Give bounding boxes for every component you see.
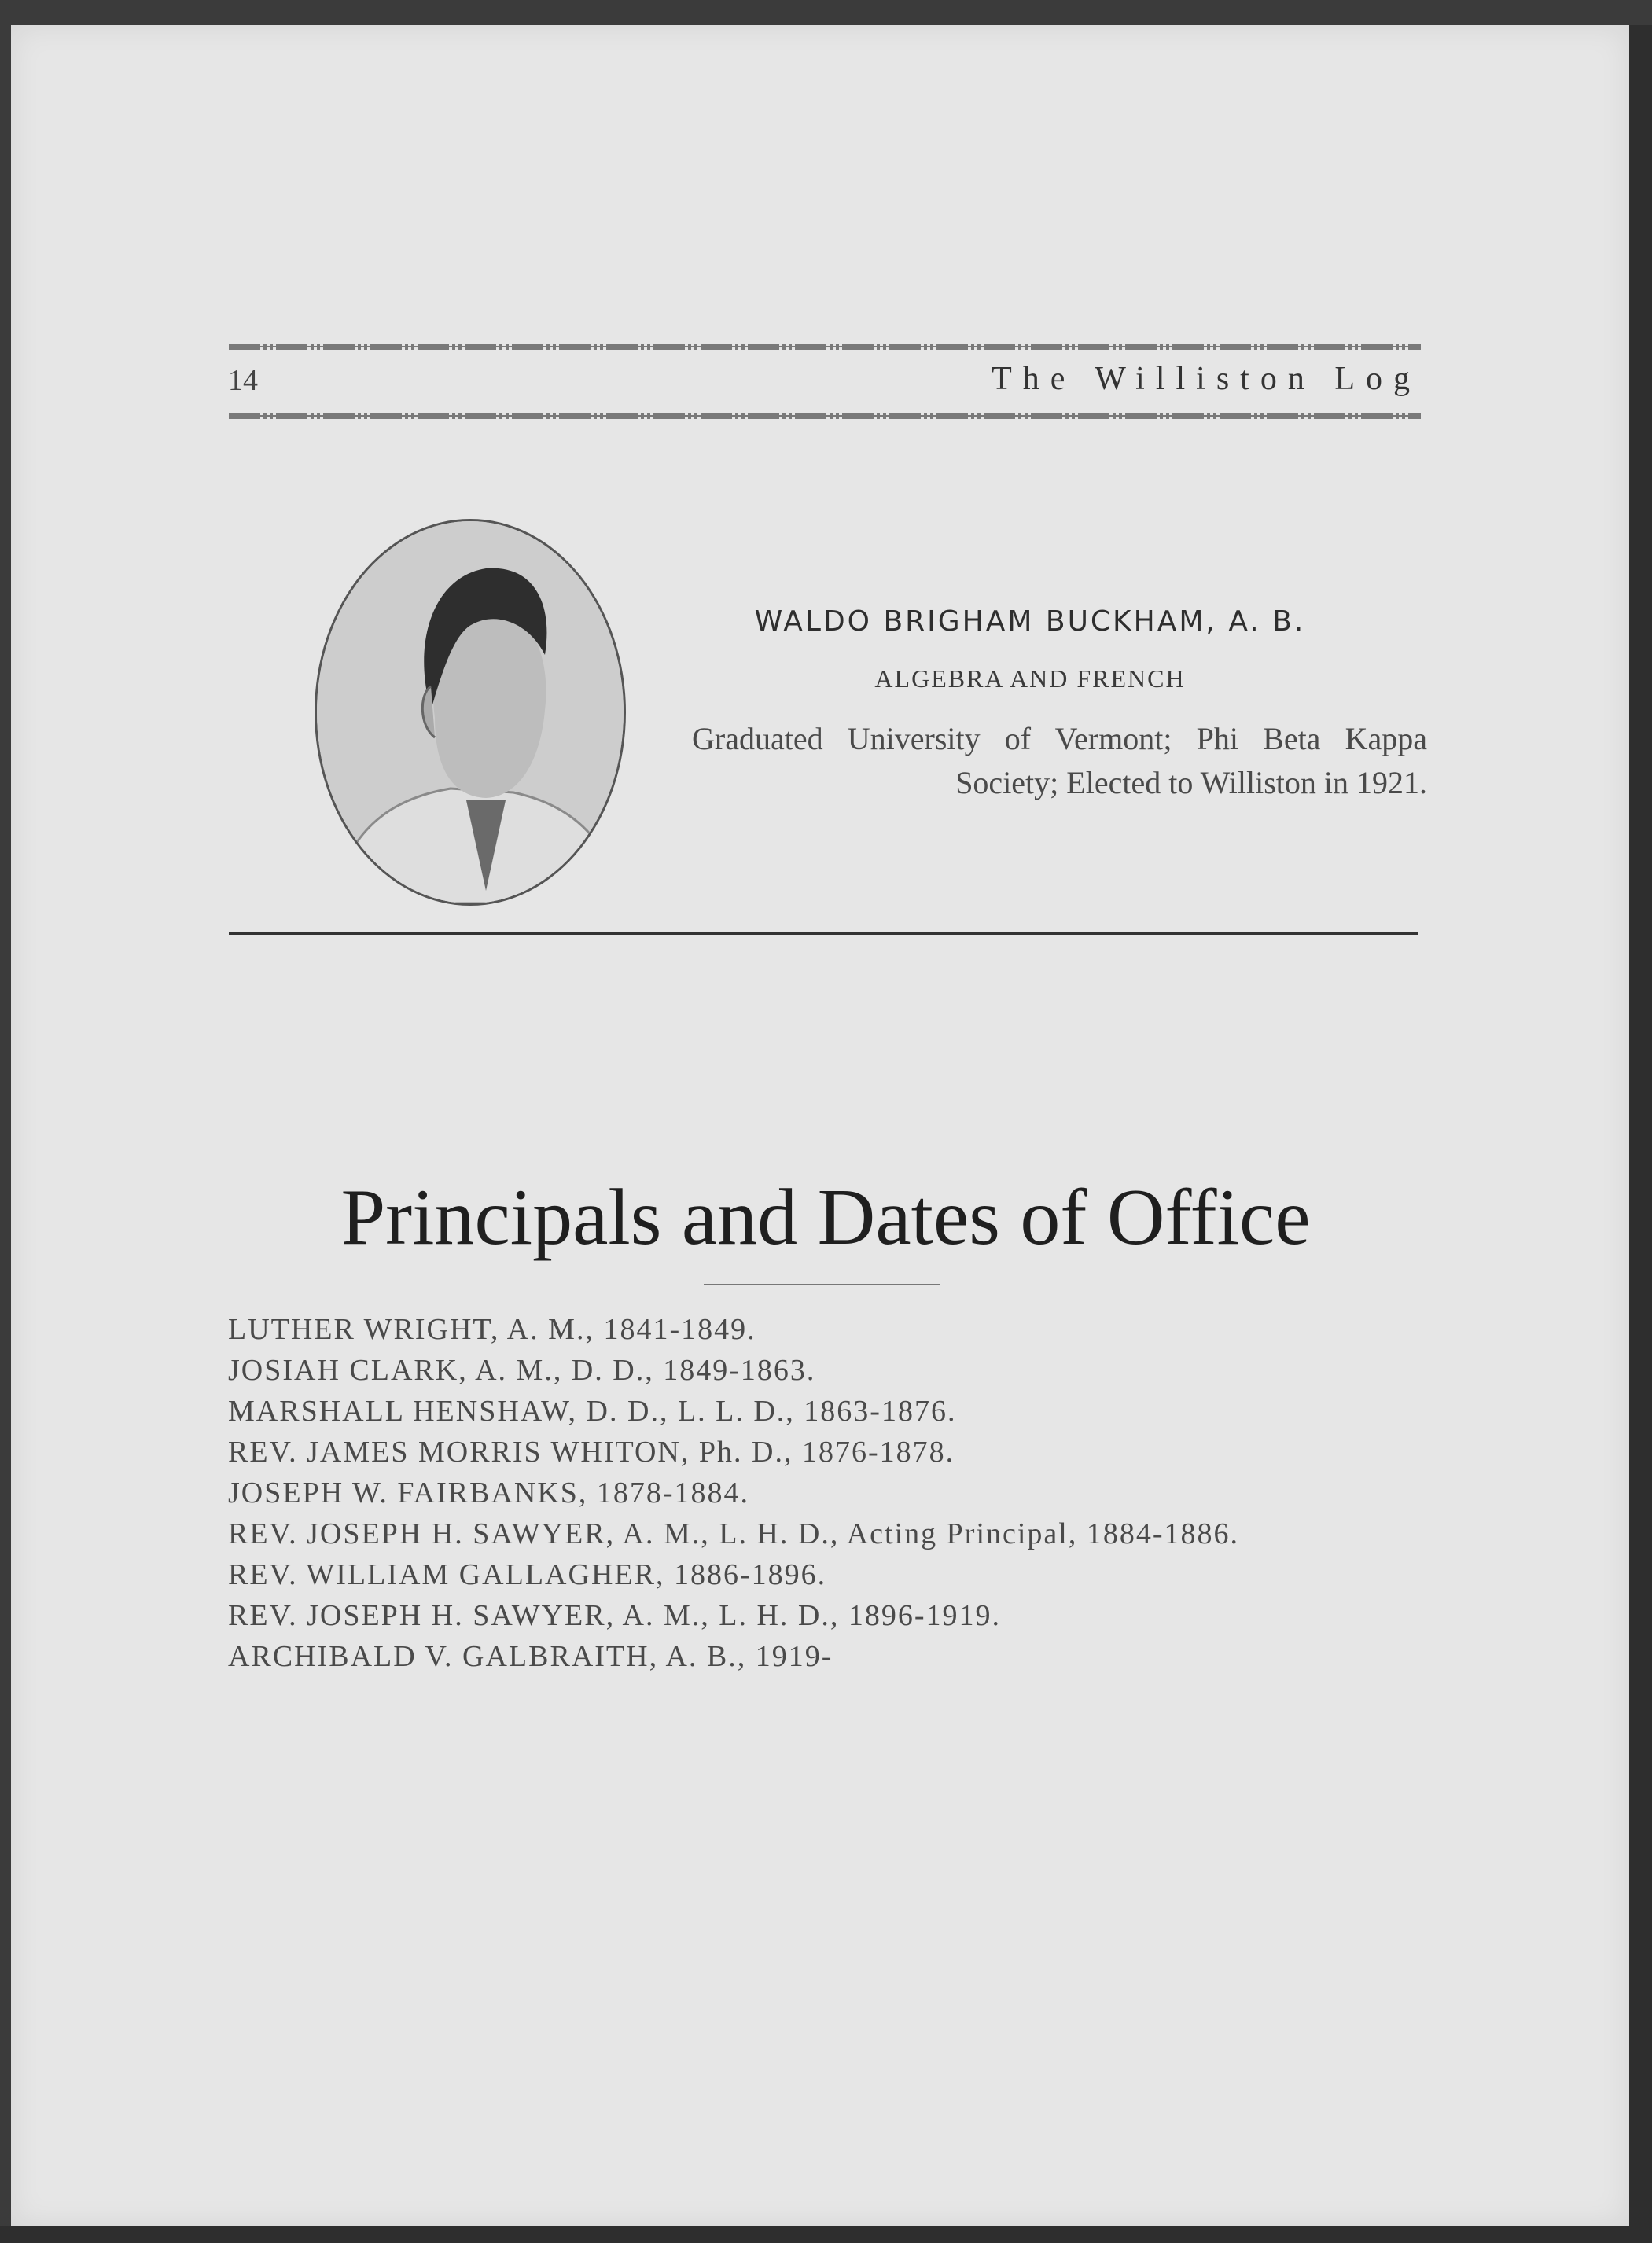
list-item: JOSIAH CLARK, A. M., D. D., 1849-1863. (228, 1354, 816, 1387)
scan-edge-bottom (0, 2226, 1652, 2243)
document-page (11, 25, 1629, 2226)
profile-bio: Graduated University of Vermont; Phi Beta Kappa Society; Elected to Williston in 1921. (692, 721, 1427, 800)
list-item: MARSHALL HENSHAW, D. D., L. L. D., 1863-1876. (228, 1395, 957, 1428)
page-number: 14 (228, 364, 258, 397)
list-item: ARCHIBALD V. GALBRAITH, A. B., 1919- (228, 1640, 833, 1673)
header-top-rule (229, 344, 1421, 350)
section-title: Principals and Dates of Office (340, 1173, 1311, 1262)
title-underline (704, 1284, 940, 1285)
list-item: REV. JOSEPH H. SAWYER, A. M., L. H. D., Acting Principal, 1884-1886. (228, 1517, 1240, 1550)
header-bottom-rule (229, 413, 1421, 419)
section-divider (229, 932, 1418, 935)
portrait-photo (315, 519, 626, 906)
principals-list (228, 1309, 1486, 1677)
profile-subject: ALGEBRA AND FRENCH (874, 664, 1186, 693)
scan-edge-right (1629, 25, 1652, 2243)
list-item: JOSEPH W. FAIRBANKS, 1878-1884. (228, 1476, 750, 1509)
list-item: REV. WILLIAM GALLAGHER, 1886-1896. (228, 1558, 827, 1591)
list-item: REV. JOSEPH H. SAWYER, A. M., L. H. D., 1896-1919. (228, 1599, 1001, 1632)
profile-name: WALDO BRIGHAM BUCKHAM, A. B. (754, 605, 1306, 638)
list-item: REV. JAMES MORRIS WHITON, Ph. D., 1876-1878. (228, 1436, 955, 1469)
running-title: The Williston Log (992, 361, 1421, 397)
list-item: LUTHER WRIGHT, A. M., 1841-1849. (228, 1313, 756, 1346)
